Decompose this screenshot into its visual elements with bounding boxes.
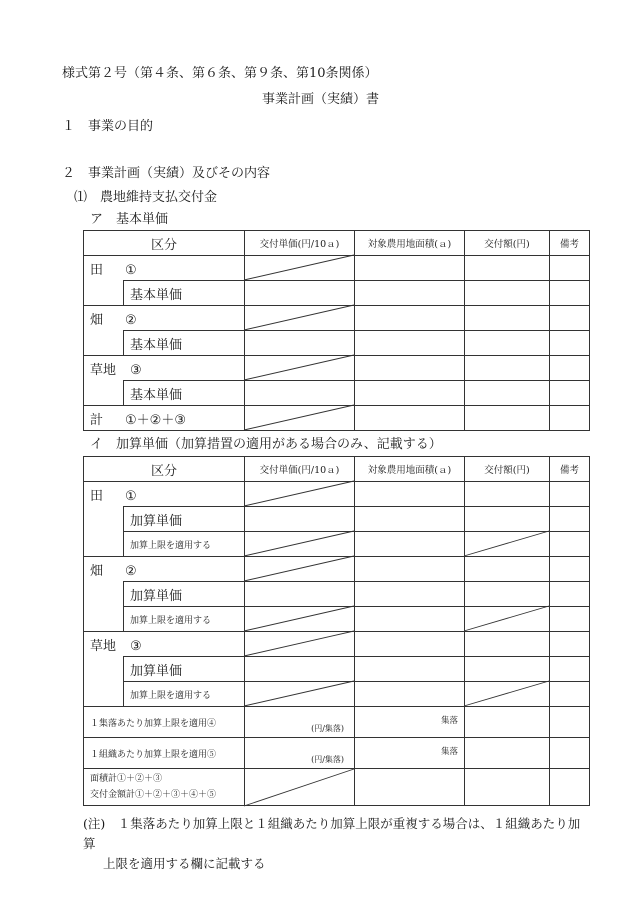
- cell[interactable]: [465, 532, 550, 557]
- cell[interactable]: [465, 507, 550, 532]
- cell[interactable]: [550, 482, 590, 507]
- cell[interactable]: [355, 657, 465, 682]
- cell-paddy-price[interactable]: [245, 256, 355, 281]
- cell[interactable]: [355, 381, 465, 406]
- header-remarks: 備考: [550, 457, 590, 482]
- sub-label-basic-rate: 基本単価: [124, 281, 245, 306]
- cell[interactable]: [355, 607, 465, 632]
- cell[interactable]: [245, 682, 355, 707]
- header-area: 対象農用地面積(ａ): [355, 457, 465, 482]
- cell[interactable]: [355, 632, 465, 657]
- cell[interactable]: [550, 738, 590, 769]
- cell[interactable]: [550, 331, 590, 356]
- cell[interactable]: [245, 607, 355, 632]
- header-category: 区分: [84, 457, 245, 482]
- totals-label: 面積計①＋②＋③ 交付金額計①＋②＋③＋④＋⑤: [84, 769, 245, 806]
- cell[interactable]: [550, 406, 590, 431]
- row-label-grassland: 草地 ③: [84, 356, 245, 381]
- cell-paddy-amount[interactable]: [465, 256, 550, 281]
- cell[interactable]: [245, 632, 355, 657]
- cell[interactable]: [550, 281, 590, 306]
- cell[interactable]: [245, 557, 355, 582]
- table-i-heading: イ 加算単価（加算措置の適用がある場合のみ、記載する）: [90, 437, 442, 452]
- cap-per-org-label: １組織あたり加算上限を適用⑤: [84, 738, 245, 769]
- cell[interactable]: [245, 482, 355, 507]
- row-label-field: 畑 ②: [84, 557, 245, 582]
- cell[interactable]: [550, 532, 590, 557]
- sub-label-basic-rate: 基本単価: [124, 381, 245, 406]
- header-unit-price: 交付単価(円/10ａ): [245, 231, 355, 256]
- cap-per-village-amount[interactable]: (円/集落): [245, 707, 355, 738]
- row-label-grassland: 草地 ③: [84, 632, 245, 657]
- cell[interactable]: [550, 607, 590, 632]
- cell[interactable]: [245, 381, 355, 406]
- cell[interactable]: [355, 482, 465, 507]
- header-category: 区分: [84, 231, 245, 256]
- header-amount: 交付額(円): [465, 231, 550, 256]
- sub-label-apply-cap: 加算上限を適用する: [124, 607, 245, 632]
- sub-label-additional-rate: 加算単価: [124, 582, 245, 607]
- header-amount: 交付額(円): [465, 457, 550, 482]
- cell[interactable]: [465, 381, 550, 406]
- header-remarks: 備考: [550, 231, 590, 256]
- cell-paddy-area[interactable]: [355, 256, 465, 281]
- cell[interactable]: [550, 381, 590, 406]
- cap-per-village-label: １集落あたり加算上限を適用④: [84, 707, 245, 738]
- cell[interactable]: [465, 557, 550, 582]
- cell[interactable]: [245, 769, 355, 806]
- cell[interactable]: [465, 682, 550, 707]
- cap-per-org-amount[interactable]: (円/集落): [245, 738, 355, 769]
- row-label-field: 畑 ②: [84, 306, 245, 331]
- sub-label-basic-rate: 基本単価: [124, 331, 245, 356]
- cell[interactable]: [245, 406, 355, 431]
- cell[interactable]: [550, 306, 590, 331]
- additional-rate-table: [83, 456, 590, 806]
- cell[interactable]: [465, 657, 550, 682]
- cell[interactable]: [355, 769, 465, 806]
- cell[interactable]: [465, 331, 550, 356]
- document-title: 事業計画（実績）書: [262, 92, 380, 107]
- section-plan: ２ 事業計画（実績）及びその内容: [62, 166, 271, 181]
- cell-paddy-remarks[interactable]: [550, 256, 590, 281]
- cell[interactable]: [465, 607, 550, 632]
- row-label-total: 計 ①＋②＋③: [84, 406, 245, 431]
- form-number: 様式第２号（第４条、第６条、第９条、第10条関係）: [62, 66, 378, 81]
- cell[interactable]: [550, 657, 590, 682]
- cell[interactable]: [355, 582, 465, 607]
- section-purpose: １ 事業の目的: [62, 119, 154, 134]
- cell[interactable]: [550, 707, 590, 738]
- cell[interactable]: [550, 769, 590, 806]
- cell[interactable]: [465, 632, 550, 657]
- cap-per-org-count[interactable]: 集落: [355, 738, 465, 769]
- cell[interactable]: [550, 507, 590, 532]
- subsection-farmland-maintenance: ⑴ 農地維持支払交付金: [74, 190, 218, 205]
- cell[interactable]: [465, 582, 550, 607]
- row-label-paddy: 田 ①: [84, 256, 245, 281]
- sub-label-additional-rate: 加算単価: [124, 507, 245, 532]
- cell[interactable]: [355, 356, 465, 381]
- cell[interactable]: [245, 356, 355, 381]
- cell[interactable]: [465, 769, 550, 806]
- cell[interactable]: [550, 582, 590, 607]
- cell[interactable]: [465, 707, 550, 738]
- table-a-heading: ア 基本単価: [90, 212, 169, 227]
- cell[interactable]: [355, 682, 465, 707]
- sub-label-apply-cap: 加算上限を適用する: [124, 682, 245, 707]
- cell[interactable]: [355, 306, 465, 331]
- cell[interactable]: [245, 532, 355, 557]
- basic-rate-table: [83, 230, 590, 431]
- sub-label-apply-cap: 加算上限を適用する: [124, 532, 245, 557]
- cell[interactable]: [245, 582, 355, 607]
- footnote: (注) １集落あたり加算上限と１組織あたり加算上限が重複する場合は、１組織あたり加算 上限を適用する欄に記載する: [83, 816, 581, 871]
- cell[interactable]: [245, 507, 355, 532]
- header-unit-price: 交付単価(円/10ａ): [245, 457, 355, 482]
- sub-label-additional-rate: 加算単価: [124, 657, 245, 682]
- cell[interactable]: [465, 738, 550, 769]
- cell[interactable]: [355, 331, 465, 356]
- cell[interactable]: [355, 557, 465, 582]
- cell[interactable]: [355, 281, 465, 306]
- cell[interactable]: [245, 281, 355, 306]
- cell[interactable]: [245, 657, 355, 682]
- cell[interactable]: [465, 482, 550, 507]
- header-area: 対象農用地面積(ａ): [355, 231, 465, 256]
- cell[interactable]: [550, 557, 590, 582]
- cell[interactable]: [465, 306, 550, 331]
- cell[interactable]: [465, 281, 550, 306]
- cell[interactable]: [465, 406, 550, 431]
- cap-per-village-count[interactable]: 集落: [355, 707, 465, 738]
- cell[interactable]: [550, 632, 590, 657]
- cell[interactable]: [245, 331, 355, 356]
- cell[interactable]: [550, 682, 590, 707]
- row-label-paddy: 田 ①: [84, 482, 245, 507]
- cell[interactable]: [465, 356, 550, 381]
- cell[interactable]: [355, 507, 465, 532]
- cell[interactable]: [355, 532, 465, 557]
- cell[interactable]: [550, 356, 590, 381]
- cell[interactable]: [245, 306, 355, 331]
- cell[interactable]: [355, 406, 465, 431]
